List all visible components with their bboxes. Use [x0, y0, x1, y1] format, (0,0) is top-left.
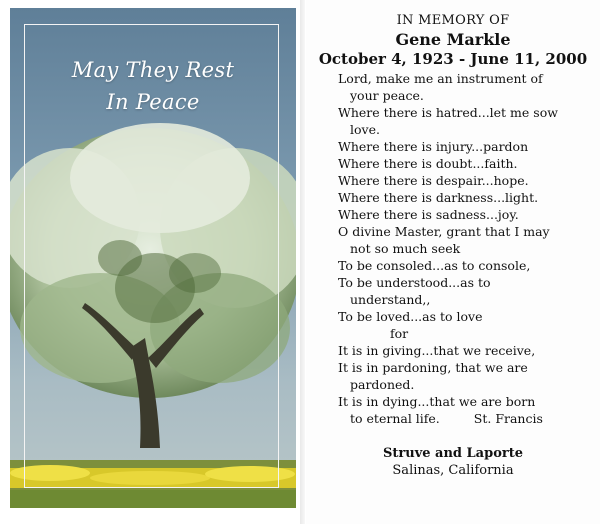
front-title-line2: In Peace — [106, 90, 200, 114]
prayer-line: It is in dying...that we are born — [338, 394, 536, 409]
prayer-line: Where there is sadness...joy. — [338, 207, 519, 222]
prayer-line: It is in pardoning, that we are — [338, 360, 528, 375]
card-back — [306, 0, 600, 524]
prayer-line: to eternal life. — [350, 411, 440, 426]
prayer-text — [338, 70, 598, 427]
prayer-author: St. Francis — [473, 411, 543, 426]
prayer-line: not so much seek — [350, 241, 461, 256]
life-dates: October 4, 1923 - June 11, 2000 — [318, 50, 588, 68]
deceased-name: Gene Markle — [395, 30, 511, 49]
prayer-line: Where there is injury...pardon — [338, 139, 529, 154]
prayer-line: understand,, — [350, 292, 431, 307]
prayer-line: Where there is hatred...let me sow — [338, 105, 558, 120]
prayer-line: your peace. — [350, 88, 424, 103]
prayer-line: pardoned. — [350, 377, 415, 392]
prayer-line: Where there is doubt...faith. — [338, 156, 518, 171]
front-title — [10, 54, 296, 118]
funeral-home-name: Struve and Laporte — [383, 446, 523, 461]
prayer-line: Where there is darkness...light. — [338, 190, 539, 205]
prayer-line: To be consoled...as to console, — [338, 258, 531, 273]
funeral-home-location: Salinas, California — [392, 463, 514, 478]
in-memory-heading: IN MEMORY OF — [396, 13, 510, 28]
prayer-line: for — [390, 326, 409, 341]
prayer-line: To be understood...as to — [338, 275, 491, 290]
front-title-line1: May They Rest — [71, 58, 235, 82]
prayer-line-final — [338, 410, 598, 427]
prayer-line: To be loved...as to love — [338, 309, 483, 324]
prayer-line: Where there is despair...hope. — [338, 173, 529, 188]
card-fold — [300, 0, 305, 524]
card-front — [10, 8, 296, 508]
prayer-line: It is in giving...that we receive, — [338, 343, 536, 358]
prayer-line: Lord, make me an instrument of — [338, 71, 543, 86]
prayer-line: love. — [350, 122, 380, 137]
prayer-line: O divine Master, grant that I may — [338, 224, 550, 239]
